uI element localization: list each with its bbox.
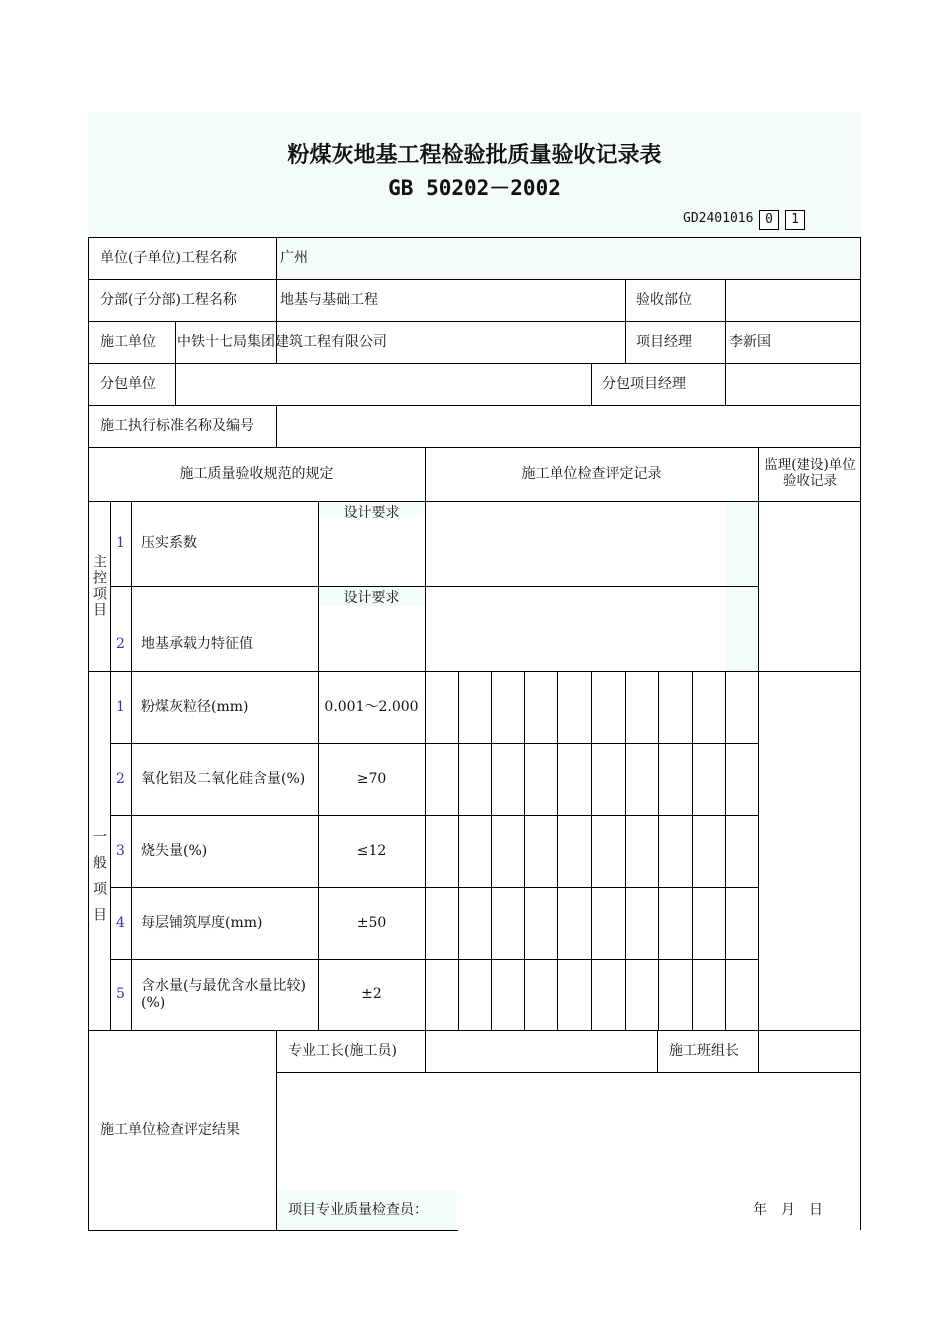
quality-inspector-label: 项目专业质量检查员：: [288, 1201, 428, 1218]
form-title: 粉煤灰地基工程检验批质量验收记录表: [287, 143, 662, 168]
record-tail-bg: [725, 503, 758, 671]
foreman-label: 专业工长(施工员): [288, 1042, 397, 1059]
record-column-header: 施工单位检查评定记录: [521, 465, 662, 482]
subcontractor-value[interactable]: [177, 363, 587, 405]
general-item-number: 5: [116, 986, 125, 1003]
inspection-record-form: [88, 112, 861, 1230]
division-name-label: 分部(子分部)工程名称: [100, 291, 237, 308]
team-leader-value[interactable]: [760, 1030, 858, 1072]
check-result-label: 施工单位检查评定结果: [100, 1121, 240, 1138]
main-item-number: 2: [116, 636, 125, 653]
foreman-value[interactable]: [427, 1030, 655, 1072]
main-control-label: 主控项目: [91, 554, 108, 618]
unit-name-value[interactable]: 广州: [280, 249, 308, 266]
division-name-value[interactable]: 地基与基础工程: [280, 291, 378, 308]
main-item-requirement: 设计要求: [343, 504, 400, 521]
general-item-name: 烧失量(%): [141, 842, 208, 859]
general-item-name: 氧化铝及二氧化硅含量(%): [141, 770, 306, 787]
record-table: [88, 237, 861, 1230]
project-manager-label: 项目经理: [636, 333, 692, 350]
general-item-number: 3: [116, 842, 125, 859]
date-label: 年 月 日: [753, 1201, 823, 1218]
general-item-name: 每层铺筑厚度(mm): [141, 914, 263, 931]
general-item-requirement: ≤12: [356, 842, 387, 859]
main-item-requirement: 设计要求: [343, 589, 400, 606]
spec-column-header: 施工质量验收规范的规定: [179, 465, 334, 482]
general-item-requirement: ±2: [361, 986, 382, 1003]
main-item-name: 压实系数: [141, 535, 197, 552]
sub-project-manager-value[interactable]: [729, 363, 857, 405]
execution-standard-label: 施工执行标准名称及编号: [100, 417, 254, 434]
general-item-number: 2: [116, 770, 125, 787]
main-item-number: 1: [116, 535, 125, 552]
main-item-name: 地基承载力特征值: [141, 636, 253, 653]
sub-project-manager-label: 分包项目经理: [602, 375, 686, 392]
general-item-name: 含水量(与最优含水量比较)(%): [141, 978, 306, 1011]
contractor-value[interactable]: 中铁十七局集团建筑工程有限公司: [177, 333, 387, 350]
form-digit-box[interactable]: 1: [785, 210, 805, 230]
form-code: GD2401016: [683, 211, 754, 226]
project-manager-value[interactable]: 李新国: [729, 333, 771, 350]
subcontractor-label: 分包单位: [100, 375, 156, 392]
acceptance-part-value[interactable]: [729, 279, 857, 321]
team-leader-label: 施工班组长: [669, 1042, 739, 1059]
general-item-requirement: 0.001～2.000: [324, 698, 419, 715]
execution-standard-value[interactable]: [280, 405, 850, 447]
unit-name-label: 单位(子单位)工程名称: [100, 249, 237, 266]
contractor-label: 施工单位: [100, 333, 156, 350]
standard-code: GB 50202－2002: [388, 176, 561, 200]
acceptance-part-label: 验收部位: [636, 291, 692, 308]
general-item-number: 4: [116, 914, 125, 931]
general-item-number: 1: [116, 698, 125, 715]
general-item-requirement: ≥70: [356, 770, 387, 787]
general-item-name: 粉煤灰粒径(mm): [141, 698, 249, 715]
general-items-label: [88, 671, 110, 1030]
general-items-label-text: 一般项目: [91, 828, 107, 933]
form-digit-box[interactable]: 0: [759, 210, 779, 230]
general-item-requirement: ±50: [356, 914, 387, 931]
supervisor-column-header: 监理(建设)单位验收记录: [764, 457, 856, 489]
